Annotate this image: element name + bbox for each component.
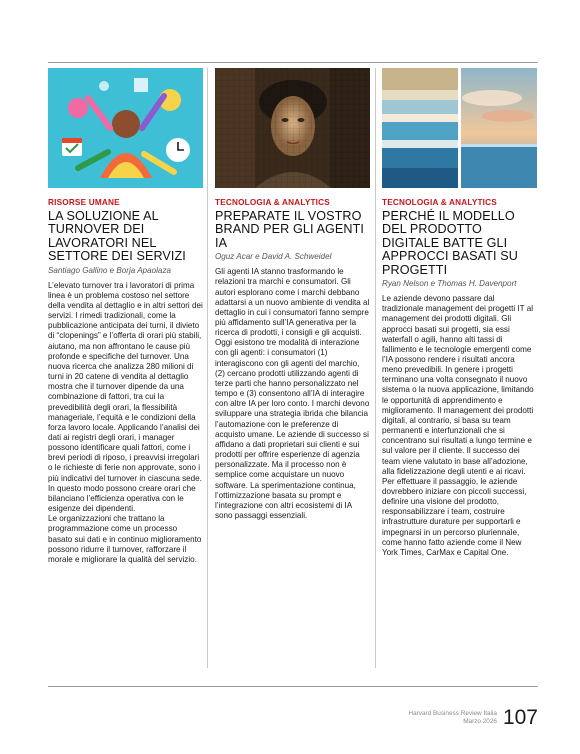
portrait-mosaic-image <box>215 68 370 188</box>
article-authors: Ryan Nelson e Thomas H. Davenport <box>382 279 517 289</box>
article-body <box>382 294 537 558</box>
body-paragraph: L’elevato turnover tra i lavoratori di prima linea è un problema costoso nel settore della vendita al dettaglio e in altri settori dei servizi. I rimedi tradizionali, come la pubblicazione anticipata dei turni, il divieto di “clopenings” e l’offerta di orari più stabili, aiutano, ma non affrontano le cause più profonde e specifiche del turnover. Una nuova ricerca che analizza 280 milioni di turni in 20 catene di vendita al dettaglio mostra che il turnover dipende da una combinazione di fattori, tra cui la prevedibilità degli orari, la flessibilità manageriale, l’equità e le condizioni della forza lavoro locale. Applicando l’analisi dei dati ai registri degli orari, i manager possono identificare quali fattori, come i brevi periodi di riposo, i preavvisi irregolari o le richieste di ferie non approvate, sono i più indicativi del turnover in ciascuna sede. In questo modo possono creare orari che bilanciano l’efficienza operativa con le esigenze dei dipendenti. <box>48 280 203 514</box>
page-number: 107 <box>502 706 538 729</box>
body-paragraph: Le organizzazioni che trattano la programmazione come un processo basato sui dati e in continuo miglioramento possono ridurre il turnover, rafforzare il morale e migliorare la qualità del servizio. <box>48 514 202 564</box>
section-label: TECNOLOGIA & ANALYTICS <box>382 198 497 207</box>
article-authors: Santiago Gallino e Borja Apaolaza <box>48 265 171 275</box>
article-title: PREPARATE IL VOSTRO BRAND PER GLI AGENTI IA <box>215 209 364 250</box>
article-title: LA SOLUZIONE AL TURNOVER DEI LAVORATORI NEL SETTORE DEI SERVIZI <box>48 209 186 264</box>
illustration-worker-scheduling <box>48 68 203 188</box>
top-rule <box>48 62 538 63</box>
footer-credit <box>409 710 497 726</box>
article-body <box>215 267 370 521</box>
article-column-3 <box>382 68 537 558</box>
section-label: RISORSE UMANE <box>48 198 120 207</box>
issue-date: Marzo 2026 <box>463 718 497 725</box>
article-column-2 <box>215 68 370 521</box>
article-column-1 <box>48 68 203 565</box>
column-divider <box>375 68 376 668</box>
body-paragraph: Le aziende devono passare dal tradizionale management dei progetti IT al management dei prodotti digitali. Gli approcci basati sui progetti, sia essi waterfall o agili, hanno alti tassi di fallimento e le tecnologie emergenti come l’IA possono rendere i risultati ancora meno prevedibili. In genere i progetti terminano una volta consegnato il nuovo sistema o la nuova applicazione, limitando le opportunità di apprendimento e miglioramento. Il management dei prodotti digitali, al contrario, si basa su team permanenti e interfunzionali che si concentrano sui risultati a lungo termine e sul valore per il cliente. Il successo dei team viene valutato in base all’adozione, alla fidelizzazione degli utenti e ai ricavi. <box>382 294 534 476</box>
body-paragraph: Per effettuare il passaggio, le aziende dovrebbero iniziare con piccoli successi, definire una visione del prodotto, responsabilizzare i team, costruire infrastrutture durature per supportarli e impegnarsi in un percorso pluriennale, come hanno fatto aziende come il New York Times, CarMax e Capital One. <box>382 476 527 557</box>
page-footer <box>409 707 539 729</box>
bottom-rule <box>48 686 538 687</box>
publication-name: Harvard Business Review Italia <box>408 710 497 717</box>
body-paragraph: Gli agenti IA stanno trasformando le relazioni tra marchi e consumatori. Gli autori esplorano come i marchi debbano adattarsi a un nuovo ambiente di vendita al dettaglio in cui i consumatori fanno sempre più affidamento sull’IA generativa per la ricerca di prodotti, i consigli e gli acquisti. Oggi esistono tre modalità di interazione con gli agenti: i consumatori (1) interagiscono con gli agenti del marchio, (2) cercano prodotti utilizzando agenti di terze parti che hanno personalizzato nel tempo e (3) consentono all’IA di interagire con altre IA per loro conto. I marchi devono sviluppare una strategia ibrida che bilancia l’automazione con le preferenze di acquisto umane. Le aziende di successo si affidano a dati proprietari sui clienti e sui prodotti per offrire esperienze di agenzia personalizzate. Ma il processo non è semplice come acquistare un nuovo software. La sperimentazione continua, l’ottimizzazione basata su prompt e l’integrazione con altri ecosistemi di IA sono passaggi essenziali. <box>215 267 370 520</box>
column-divider <box>207 68 208 668</box>
article-body <box>48 281 203 565</box>
section-label: TECNOLOGIA & ANALYTICS <box>215 198 330 207</box>
article-authors: Oguz Acar e David A. Schweidel <box>215 252 332 262</box>
article-title: PERCHÉ IL MODELLO DEL PRODOTTO DIGITALE BATTE GLI APPROCCI BASATI SU PROGETTI <box>382 209 518 277</box>
landscape-split-image <box>382 68 537 188</box>
